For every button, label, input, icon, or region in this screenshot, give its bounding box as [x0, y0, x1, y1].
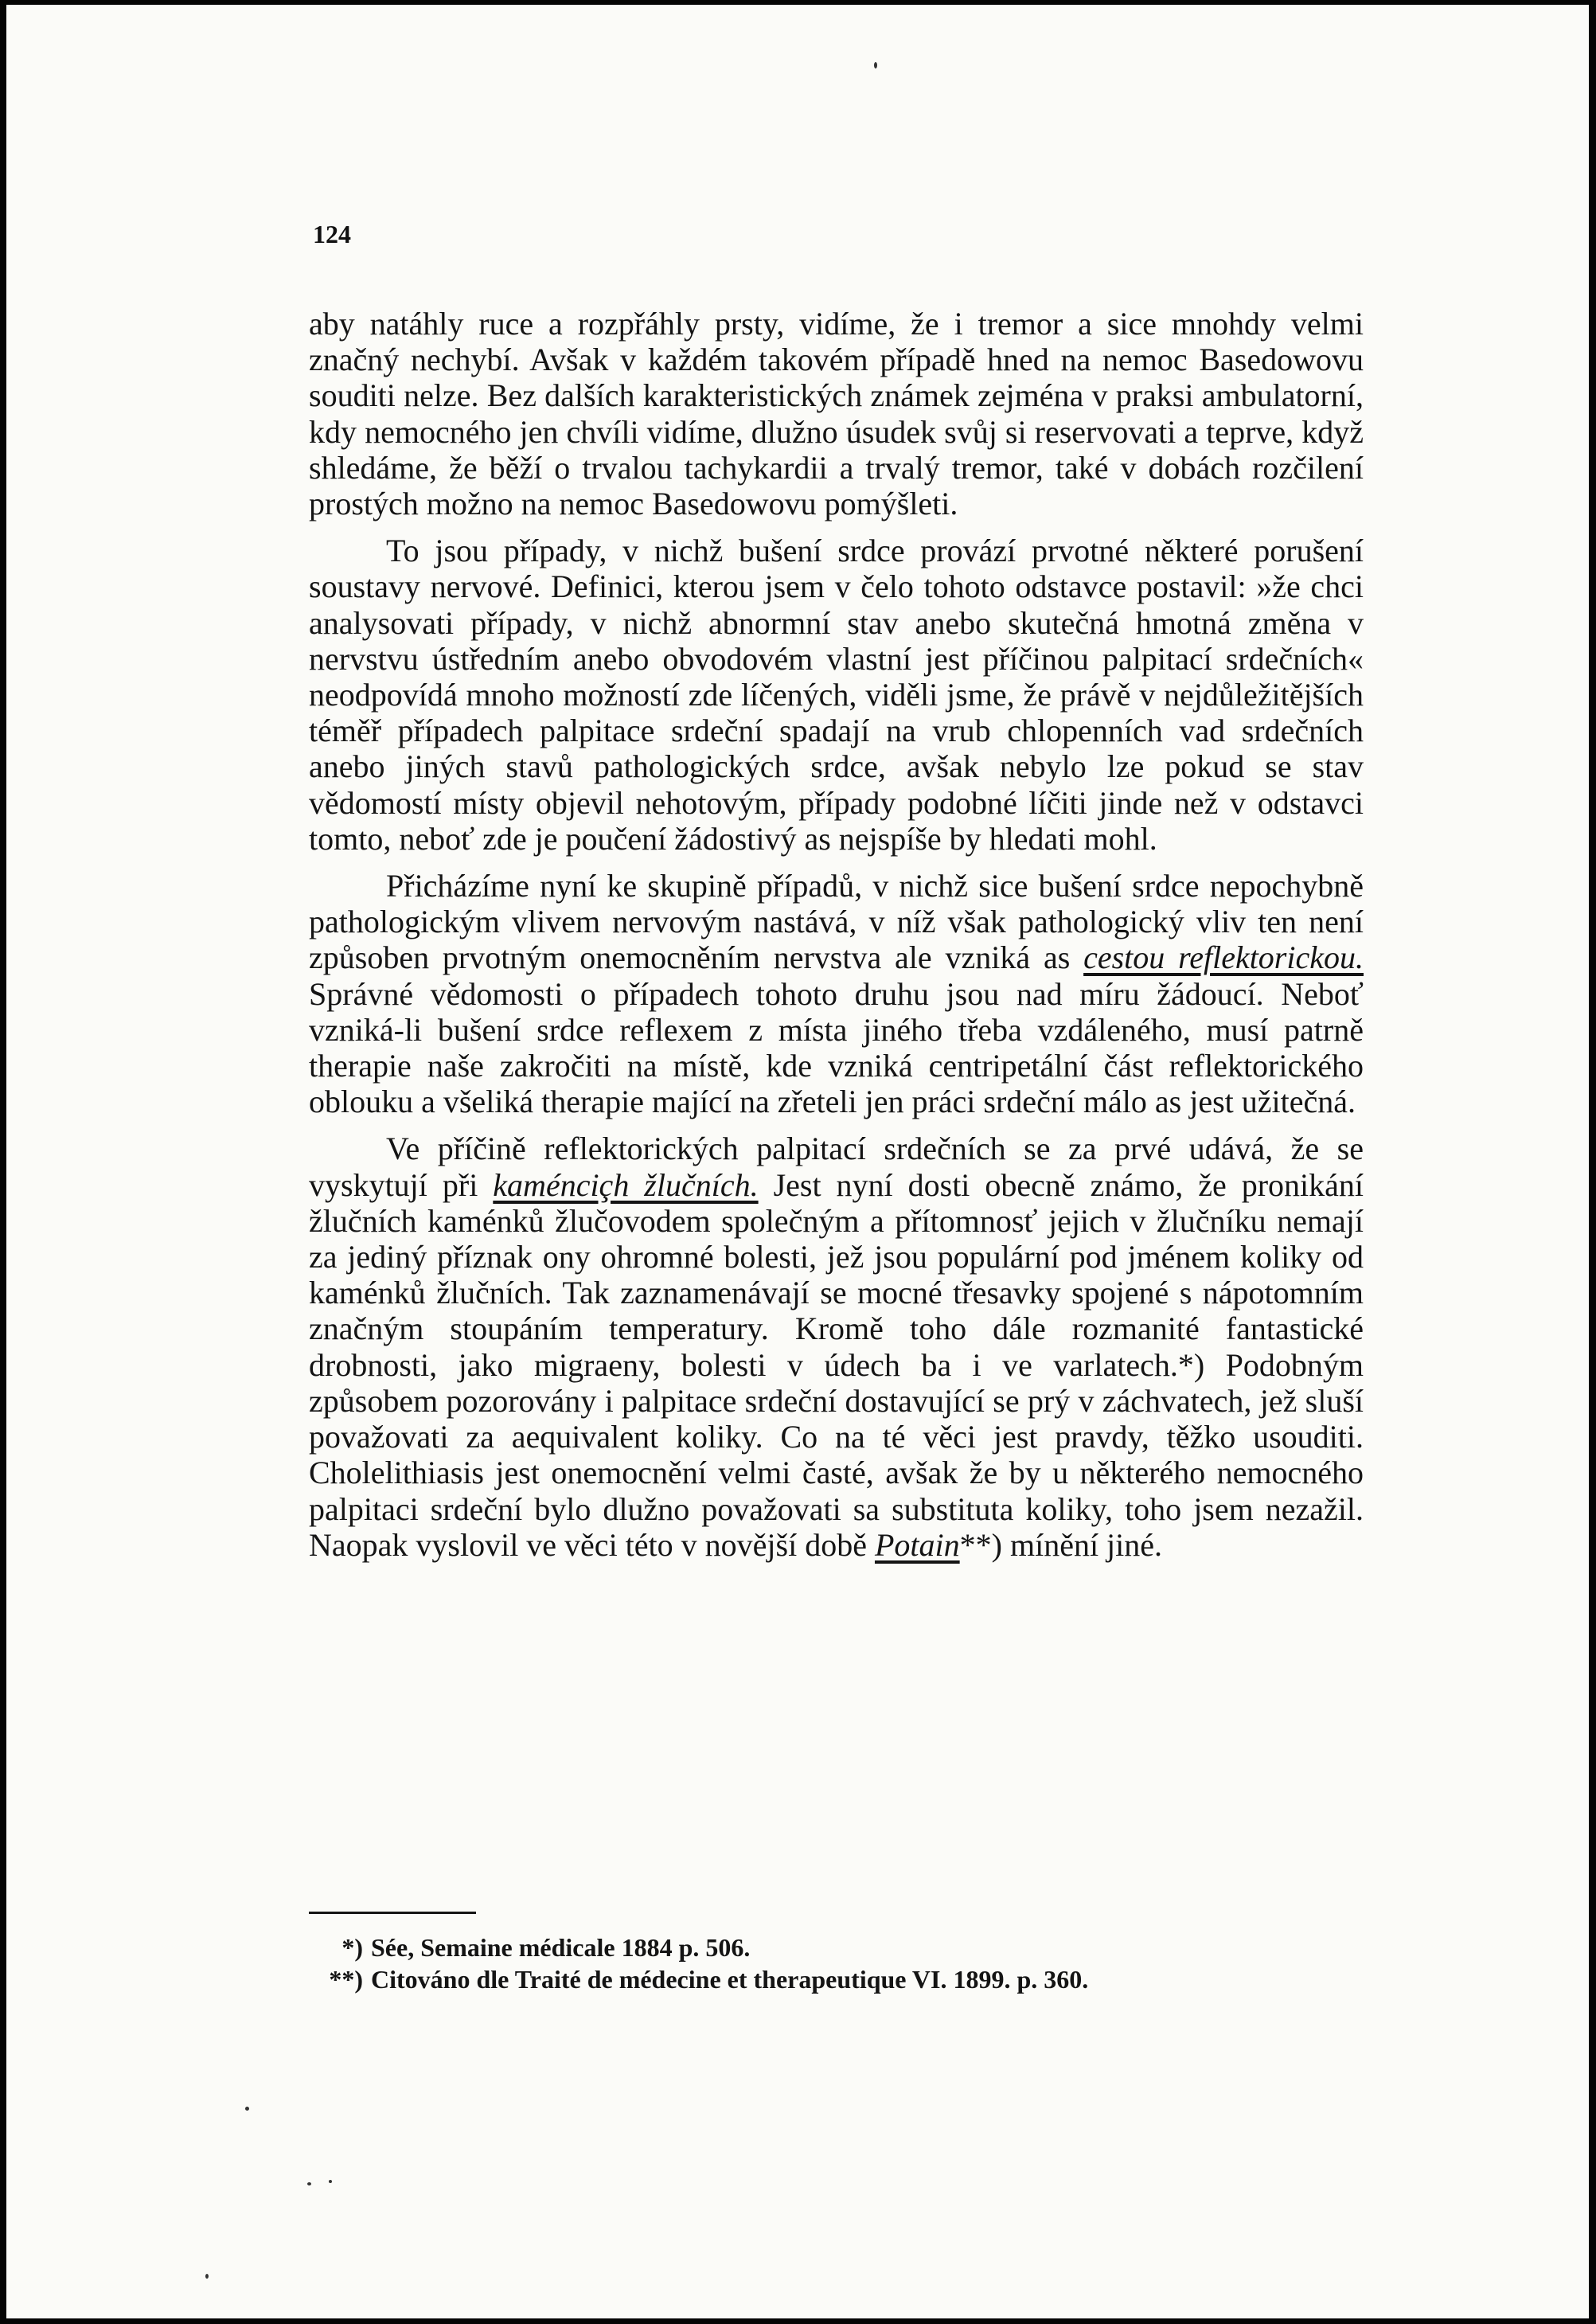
footnotes: [329, 1931, 1399, 1995]
body-text: [309, 306, 1364, 1574]
text-run: Přicházíme nyní ke skupině případů, v nichž sice bušení srdce nepochybně pathologickým vlivem nervovým nastává, v níž však pathologický vliv ten není způsoben prvotným onemocněním nervstva ale vzniká as: [309, 868, 1364, 976]
text-run: Správné vědomosti o případech tohoto druhu jsou nad míru žádoucí. Neboť vzniká-li bušení srdce reflexem z místa jiného třeba vzdáleného, musí patrně therapie naše zakročiti na místě, kde vzniká centripetální část reflektorického oblouku a všeliká therapie mající na zřeteli jen práci srdeční málo as jest užitečná.: [309, 975, 1364, 1120]
paragraph-3: [309, 868, 1364, 1119]
text-run: aby natáhly ruce a rozpřáhly prsty, vidíme, že i tremor a sice mnohdy velmi značný nechybí. Avšak v každém takovém případě hned na nemoc Basedowovu souditi nelze. Bez dalších karakteristických známek zejména v praksi ambulatorní, kdy nemocného jen chvíli vidíme, dlužno úsudek svůj si reservovati a teprve, když shledáme, že běží o trvalou tachykardii a trvalý tremor, také v dobách rozčilení prostých možno na nemoc Basedowovu pomýšleti.: [309, 306, 1364, 522]
footnote-text: Sée, Semaine médicale 1884 p. 506.: [371, 1933, 751, 1962]
emphasis-text: cestou reflektorickou.: [1083, 939, 1364, 976]
emphasis-text: kaménciçh žlučních.: [493, 1166, 759, 1203]
scan-speck: [205, 2274, 209, 2279]
paragraph-1: [309, 306, 1364, 521]
scan-speck: [307, 2182, 311, 2185]
footnote-text: Citováno dle Traité de médecine et therapeutique VI. 1899. p. 360.: [371, 1965, 1089, 1994]
text-run: **) mínění jiné.: [959, 1526, 1163, 1563]
paragraph-2: [309, 533, 1364, 857]
footnote-1: [341, 1931, 1399, 1963]
paragraph-4: [309, 1131, 1364, 1562]
page-number: 124: [313, 220, 351, 248]
book-page: [6, 5, 1589, 2318]
text-run: Ve příčině reflektorických palpitací srdečních se za prvé udává, že se vyskytují při: [309, 1131, 1364, 1203]
text-run: To jsou případy, v nichž bušení srdce provází prvotné některé porušení soustavy nervové. Definici, kterou jsem v čelo tohoto odstavce postavil: »že chci analysovati případy, v nichž abnormní stav anebo skutečná hmotná změna v nervstvu ústředním anebo obvodovém vlastní jest příčinou palpitací srdečních« neodpovídá mnoho možností zde líčených, viděli jsme, že právě v nejdůležitějších téměř případech palpitace srdeční spadají na vrub chlopenních vad srdečních anebo jiných stavů pathologických srdce, avšak nebylo lze pokud se stav vědomostí místy objevil nehotovým, případy podobné líčiti jinde než v odstavci tomto, neboť zde je poučení žádostivý as nejspíše by hledati mohl.: [309, 533, 1364, 857]
footnote-marker: **): [329, 1965, 363, 1994]
scan-speck: [874, 62, 877, 68]
footnote-marker: *): [341, 1933, 363, 1962]
footnote-2: [329, 1963, 1399, 1995]
scan-speck: [245, 2107, 249, 2111]
scan-speck: [329, 2180, 332, 2183]
text-run: Jest nyní dosti obecně známo, že pronikání žlučních kaménků žlučovodem společným a přítomnosť jejich v žlučníku nemají za jediný příznak ony ohromné bolesti, jež jsou populární pod jménem koliky od kaménků žlučních. Tak zaznamenávají se mocné třesavky spojené s nápotomním značným stoupáním temperatury. Kromě toho dále rozmanité fantastické drobnosti, jako migraeny, bolesti v údech ba i ve varlatech.*) Podobným způsobem pozorovány i palpitace srdeční dostavující se prý v záchvatech, jež sluší považovati za aequivalent koliky. Co na té věci jest pravdy, těžko usouditi. Cholelithiasis jest onemocnění velmi časté, avšak že by u některého nemocného palpitaci srdeční bylo dlužno považovati sa substituta koliky, toho jsem nezažil. Naopak vyslovil ve věci této v novější době: [309, 1166, 1364, 1563]
author-name: Potain: [874, 1526, 960, 1563]
footnote-divider: [309, 1912, 476, 1914]
